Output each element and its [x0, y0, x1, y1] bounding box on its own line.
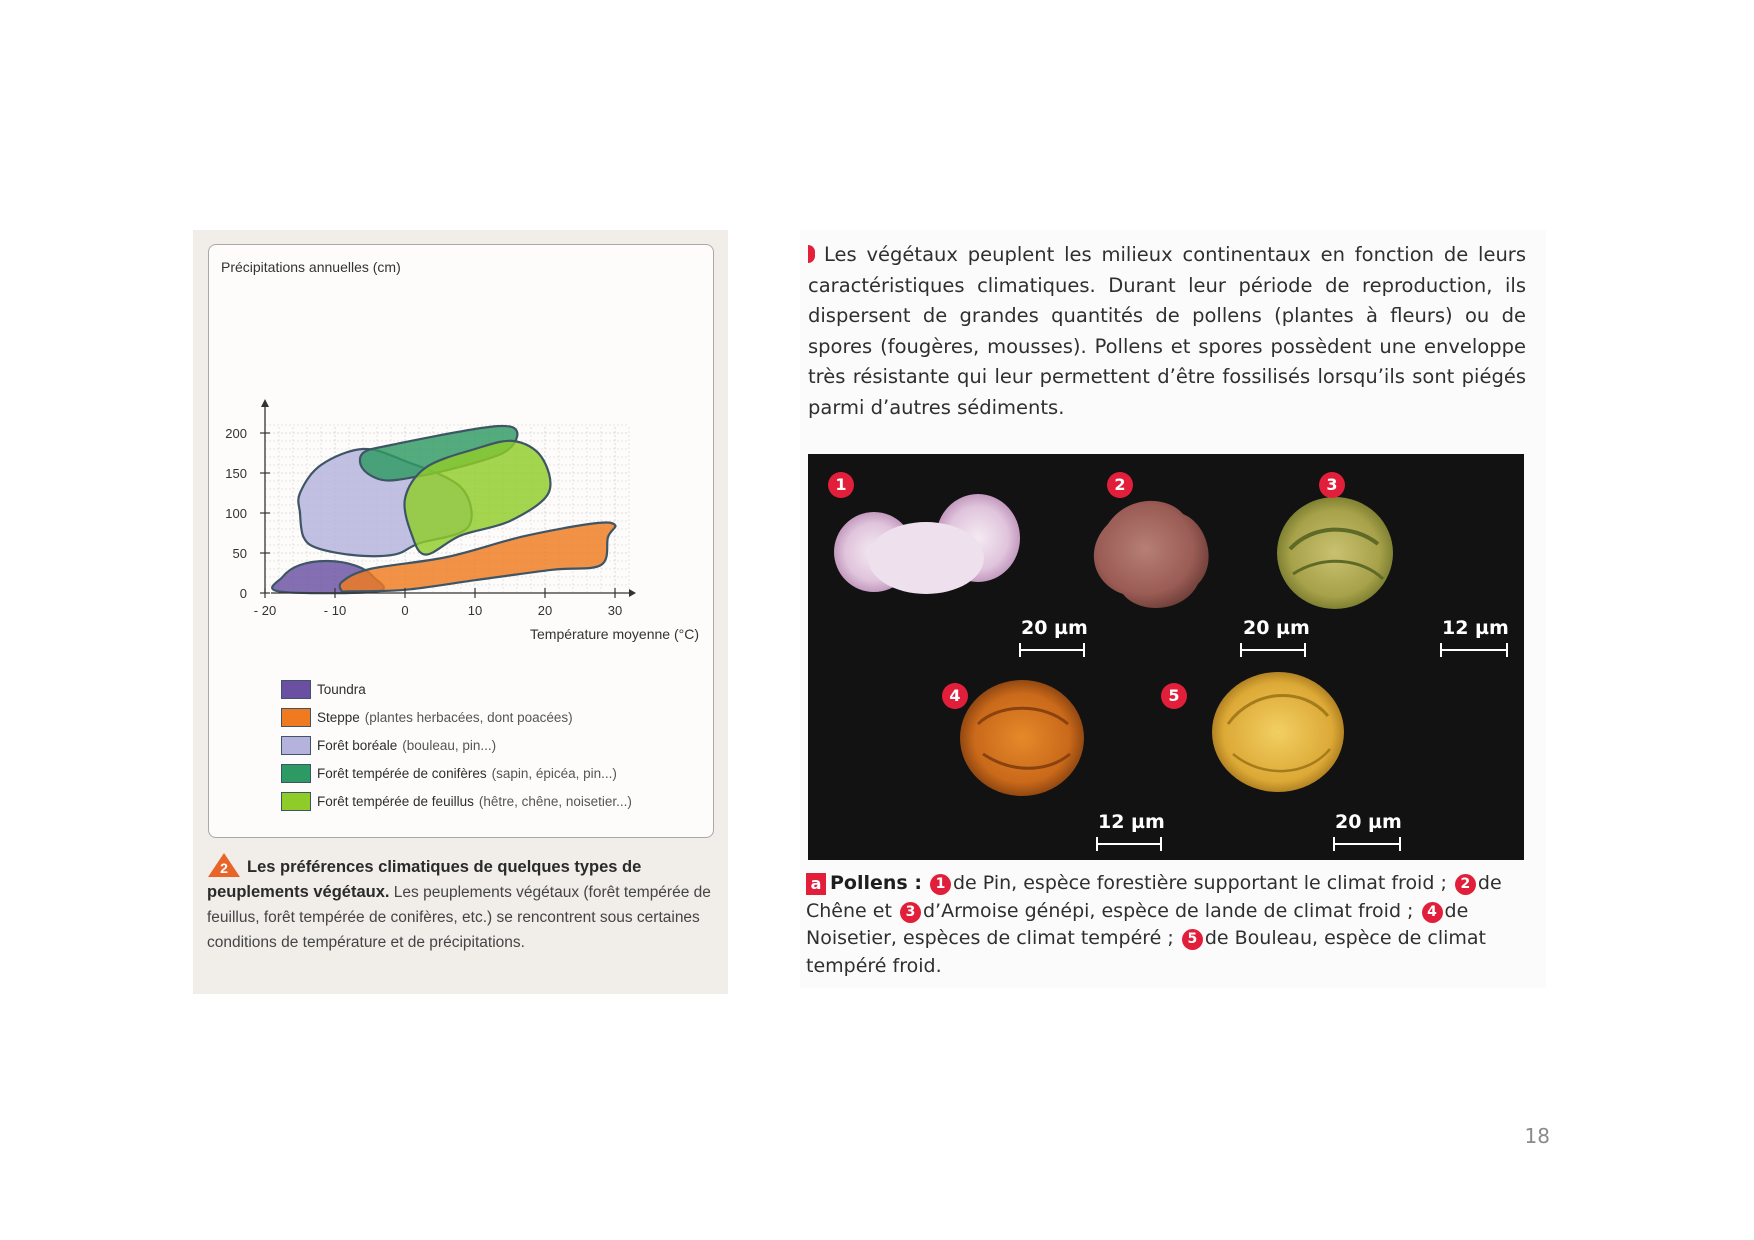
pollen-grains-image — [808, 454, 1524, 860]
legend-item-foret-coniferes — [281, 763, 617, 783]
pollen-caption — [806, 870, 1526, 980]
scale-label-2: 20 µm — [1243, 617, 1310, 639]
intro-text: Les végétaux peuplent les milieux continentaux en fonction de leurs caractéristiques climatiques. Durant leur période de reproduction, ils dispersent de grandes quantités de pollens (plantes à fleurs) ou de spores (fougères, mousses). Pollens et spores possèdent une enveloppe très résistante qui leur permettent d’être fossilisés lorsqu’ils sont piégés parmi d’autres sédiments. — [808, 243, 1526, 419]
legend-swatch-foret-feuillus — [281, 792, 311, 811]
y-tick-label: 0 — [239, 586, 247, 601]
pollen-number-5: 5 — [1161, 683, 1187, 709]
y-tick-label: 100 — [225, 506, 247, 521]
pollen-grain-5 — [1212, 672, 1344, 792]
legend-swatch-foret-boreale — [281, 736, 311, 755]
x-axis-arrow — [629, 589, 636, 597]
x-tick-label: 0 — [401, 603, 409, 618]
scale-label-5: 20 µm — [1335, 811, 1402, 833]
x-tick-label: 20 — [537, 603, 553, 618]
legend-swatch-toundra — [281, 680, 311, 699]
caption-number-3: 3 — [900, 902, 921, 923]
x-tick-label: 10 — [467, 603, 483, 618]
caption-item-5: de Bouleau, espèce de climat tempéré froid. — [806, 927, 1486, 977]
caption-item-1: de Pin, espèce forestière supportant le climat froid ; — [953, 872, 1447, 894]
page-number: 18 — [1524, 1124, 1550, 1148]
caption-number-2: 2 — [1455, 874, 1476, 895]
figure-2-caption — [207, 852, 712, 955]
paragraph-marker-icon — [808, 245, 815, 263]
legend-item-toundra — [281, 679, 366, 699]
pollen-number-3: 3 — [1319, 472, 1345, 498]
y-axis-label: Précipitations annuelles (cm) — [221, 259, 401, 275]
legend-detail-foret-coniferes: (sapin, épicéa, pin...) — [491, 765, 617, 781]
x-axis-label: Température moyenne (°C) — [530, 626, 699, 642]
caption-number-4: 4 — [1422, 902, 1443, 923]
caption-number-1: 1 — [930, 874, 951, 895]
y-tick-label: 200 — [225, 426, 247, 441]
y-axis-arrow — [261, 399, 269, 407]
scale-bar-2 — [1240, 649, 1306, 651]
caption-item-4: de Noisetier, espèces de climat tempéré ; — [806, 899, 1469, 949]
figure-2-caption-text: Les peuplements végétaux (forêt tempérée de feuillus, forêt tempérée de conifères, etc.) se rencontrent sous certaines conditions de température et de précipitations. — [207, 884, 711, 951]
legend-item-foret-feuillus — [281, 791, 632, 811]
pollen-number-4: 4 — [942, 683, 968, 709]
sub-figure-letter: a — [806, 873, 826, 895]
scale-bar-1 — [1019, 649, 1085, 651]
legend-detail-steppe: (plantes herbacées, dont poacées) — [364, 709, 573, 725]
pollen-number-2: 2 — [1107, 472, 1133, 498]
legend-label-foret-boreale: Forêt boréale — [317, 737, 398, 753]
figure-2-panel — [193, 230, 728, 994]
legend-swatch-steppe — [281, 708, 311, 727]
scale-bar-4 — [1096, 843, 1162, 845]
caption-number-5: 5 — [1182, 929, 1203, 950]
legend-label-foret-feuillus: Forêt tempérée de feuillus — [317, 793, 474, 809]
pollen-grain-4 — [960, 680, 1084, 796]
scale-label-4: 12 µm — [1098, 811, 1165, 833]
legend-detail-foret-feuillus: (hêtre, chêne, noisetier...) — [478, 793, 632, 809]
pollen-grain-3 — [1277, 497, 1393, 609]
intro-paragraph — [808, 240, 1526, 423]
legend-item-foret-boreale — [281, 735, 496, 755]
y-tick-label: 150 — [225, 466, 247, 481]
pollen-number-1: 1 — [828, 472, 854, 498]
y-tick-label: 50 — [232, 546, 247, 561]
legend-swatch-foret-coniferes — [281, 764, 311, 783]
legend-label-toundra: Toundra — [317, 681, 366, 697]
scale-label-1: 20 µm — [1021, 617, 1088, 639]
figure-number-badge — [207, 852, 241, 876]
pollen-photo — [808, 454, 1524, 860]
scale-bar-5 — [1333, 843, 1401, 845]
figure-2-title: Les préférences climatiques de quelques types de peuplements végétaux. — [207, 858, 642, 901]
x-tick-label: - 10 — [323, 603, 347, 618]
figure-number: 2 — [220, 860, 228, 876]
scale-label-3: 12 µm — [1442, 617, 1509, 639]
legend-label-foret-coniferes: Forêt tempérée de conifères — [317, 765, 487, 781]
chart-frame — [208, 244, 714, 838]
pollen-grain-1 — [834, 494, 1020, 594]
legend-detail-foret-boreale: (bouleau, pin...) — [402, 737, 497, 753]
legend-item-steppe — [281, 707, 573, 727]
caption-item-2: de Chêne et — [806, 872, 1502, 922]
pollen-grain-2 — [1094, 501, 1209, 608]
scale-bar-3 — [1440, 649, 1508, 651]
pollen-panel — [800, 230, 1546, 988]
x-tick-label: - 20 — [253, 603, 277, 618]
legend-label-steppe: Steppe — [317, 709, 360, 725]
x-tick-label: 30 — [607, 603, 623, 618]
pollen-caption-title: Pollens : — [830, 872, 922, 894]
caption-item-3: d’Armoise génépi, espèce de lande de climat froid ; — [922, 899, 1414, 922]
